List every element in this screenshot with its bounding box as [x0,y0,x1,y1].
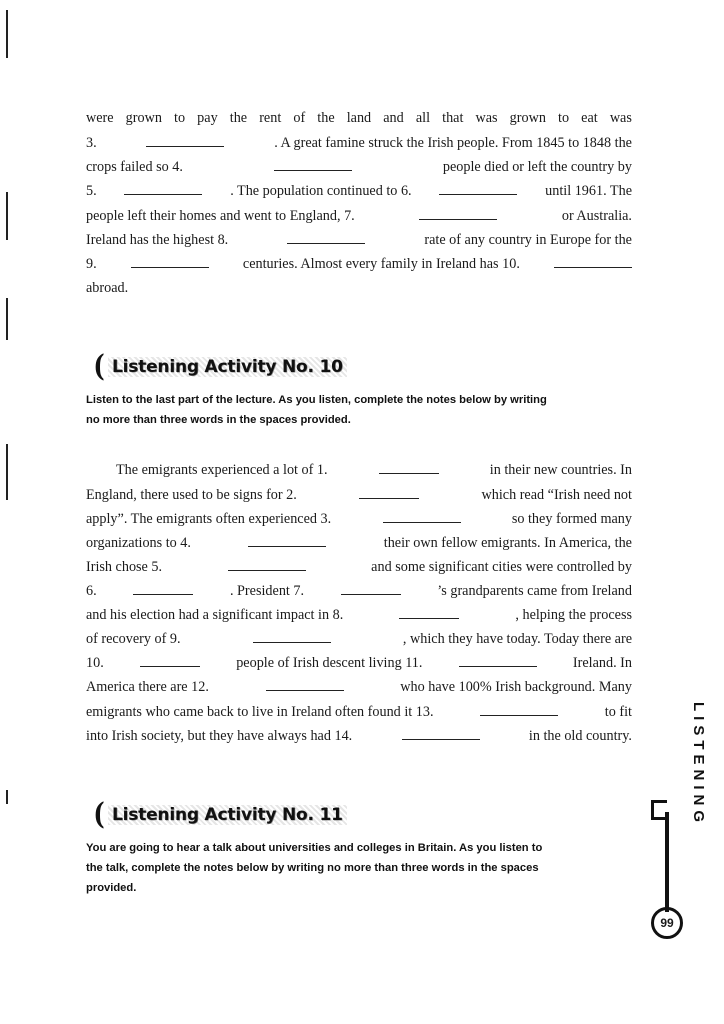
answer-blank-6[interactable] [439,183,517,195]
page-number: 99 [651,907,683,939]
answer-blank-3[interactable] [146,135,224,147]
activity-11-instruction: You are going to hear a talk about universities and colleges in Britain. As you listen to the talk, complete the notes below by writing no more than three words in the spaces provided. [86,842,543,894]
page-edge-mark [6,790,8,804]
answer-blank-13[interactable] [480,704,558,716]
act10-line-11: emigrants who came back to live in Ireland often found it 13. to fit [86,704,632,720]
answer-blank-8[interactable] [399,607,459,619]
answer-blank-9[interactable] [131,256,209,268]
answer-blank-10[interactable] [140,655,200,667]
act10-line-8: of recovery of 9. , which they have today. Today there are [86,631,632,647]
answer-blank-10[interactable] [554,256,632,268]
act10-line-5: Irish chose 5. and some significant cities were controlled by [86,559,632,575]
para1-line-4: 5. . The population continued to 6. until 1961. The [86,183,632,199]
side-section-label: LISTENING [690,702,707,828]
para1-line-5: people left their homes and went to England, 7. or Australia. [86,208,632,224]
act10-line-12: into Irish society, but they have always had 14. in the old country. [86,728,632,744]
answer-blank-14[interactable] [402,728,480,740]
activity-11-heading: ( Listening Activity No. 11 [92,803,347,827]
answer-blank-6[interactable] [133,583,193,595]
para1-line-6: Ireland has the highest 8. rate of any country in Europe for the [86,232,632,248]
answer-blank-3[interactable] [383,511,461,523]
act10-line-2: England, there used to be signs for 2. which read “Irish need not [86,487,632,503]
bracket-icon: ( [93,797,105,832]
answer-blank-4[interactable] [248,535,326,547]
act10-line-10: America there are 12. who have 100% Irish background. Many [86,679,632,695]
para1-line-7: 9. centuries. Almost every family in Ireland has 10. [86,256,632,272]
act10-line-1: The emigrants experienced a lot of 1. in their new countries. In [116,462,632,478]
answer-blank-1[interactable] [379,462,439,474]
act10-line-7: and his election had a significant impact in 8. , helping the process [86,607,632,623]
answer-blank-8[interactable] [287,232,365,244]
act10-line-6: 6. . President 7. ’s grandparents came from Ireland [86,583,632,599]
page-edge-mark [6,444,8,500]
answer-blank-7[interactable] [419,208,497,220]
answer-blank-9[interactable] [253,631,331,643]
bracket-icon: ( [93,349,105,384]
activity-10-heading: ( Listening Activity No. 10 [92,355,347,379]
page-edge-mark [6,298,8,340]
answer-blank-11[interactable] [459,655,537,667]
answer-blank-7[interactable] [341,583,401,595]
para1-line-8: abroad. [86,280,129,296]
act10-line-4: organizations to 4. their own fellow emigrants. In America, the [86,535,632,551]
answer-blank-2[interactable] [359,487,419,499]
act10-line-9: 10. people of Irish descent living 11. Ireland. In [86,655,632,671]
activity-10-instruction: Listen to the last part of the lecture. As you listen, complete the notes below by writing no more than three words in the spaces provided. [86,394,547,426]
answer-blank-4[interactable] [274,159,352,171]
para1-line-3: crops failed so 4. people died or left the country by [86,159,632,175]
para1-line-1: were grown to pay the rent of the land and all that was grown to eat was [86,110,632,126]
page-edge-mark [6,10,8,58]
key-shaft [665,812,669,912]
page-edge-mark [6,192,8,240]
answer-blank-12[interactable] [266,679,344,691]
act10-line-3: apply”. The emigrants often experienced 3. so they formed many [86,511,632,527]
para1-line-2: 3. . A great famine struck the Irish people. From 1845 to 1848 the [86,135,632,151]
answer-blank-5[interactable] [124,183,202,195]
answer-blank-5[interactable] [228,559,306,571]
